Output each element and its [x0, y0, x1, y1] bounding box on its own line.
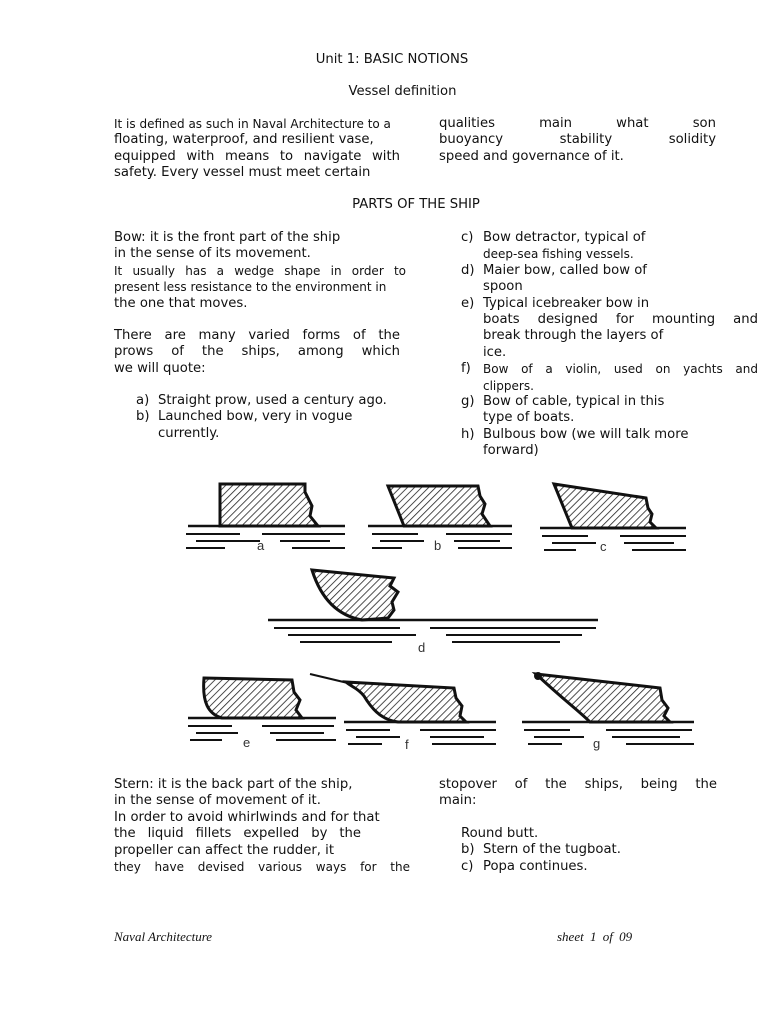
- list-text: Bow of a violin, used on yachts and: [483, 362, 758, 377]
- list-item: [461, 427, 758, 460]
- list-text: boats designed for mounting and: [483, 312, 758, 328]
- figure-label: g: [593, 736, 601, 751]
- bow-figure-a: [186, 484, 345, 553]
- forms-line: prows of the ships, among which: [114, 344, 400, 360]
- list-item: [461, 859, 721, 875]
- unit-title: Unit 1: BASIC NOTIONS: [315, 52, 469, 67]
- forms-intro: [114, 328, 400, 377]
- list-text-block: [483, 427, 688, 460]
- definition-line: buoyancy stability solidity: [439, 132, 716, 148]
- stern-line: propeller can affect the rudder, it: [114, 842, 334, 858]
- list-text-block: [483, 361, 758, 394]
- figure-label: b: [434, 538, 442, 553]
- list-text-block: [483, 296, 758, 362]
- list-item: [461, 296, 758, 362]
- definition-right-column: [439, 116, 716, 165]
- footer-page-number: sheet 1 of 09: [557, 929, 633, 944]
- stern-line: stopover of the ships, being the: [439, 777, 717, 792]
- list-text: currently.: [158, 425, 220, 441]
- list-text-block: [483, 394, 664, 427]
- stern-line: the liquid fillets expelled by the: [114, 826, 361, 842]
- figure-label: d: [418, 640, 426, 655]
- bow-figure-b: [368, 486, 512, 553]
- figure-label: e: [243, 735, 251, 750]
- stern-line: In order to avoid whirlwinds and for that: [114, 809, 380, 825]
- bow-line: It usually has a wedge shape in order to: [114, 263, 406, 278]
- list-text: forward): [483, 443, 539, 459]
- bow-line: the one that moves.: [114, 295, 248, 311]
- list-text: Straight prow, used a century ago.: [158, 393, 387, 408]
- list-text: Bow of cable, typical in this: [483, 394, 665, 410]
- definition-line: qualities main what son: [439, 116, 716, 131]
- list-label: a): [136, 393, 150, 408]
- forms-line: There are many varied forms of the: [114, 328, 400, 343]
- definition-left-column: [114, 116, 400, 182]
- figure-label: f: [405, 737, 409, 752]
- stern-right-column: [439, 777, 717, 810]
- bow-list-right: [461, 230, 758, 460]
- definition-line: floating, waterproof, and resilient vase,: [114, 132, 374, 148]
- list-label: f): [461, 361, 471, 377]
- stern-line: in the sense of movement of it.: [114, 793, 321, 809]
- list-text-block: [483, 263, 647, 296]
- bow-line: in the sense of its movement.: [114, 246, 311, 262]
- bow-definition: [114, 230, 406, 312]
- list-label: g): [461, 394, 475, 410]
- bow-list-left: [136, 393, 426, 442]
- list-text: Launched bow, very in vogue: [158, 409, 353, 425]
- list-label: e): [461, 295, 475, 311]
- bow-figure-g: [522, 672, 694, 751]
- bow-figure-c: [540, 484, 686, 554]
- list-item: [461, 263, 758, 296]
- definition-line: equipped with means to navigate with: [114, 148, 400, 164]
- list-item: [461, 842, 721, 858]
- list-text: Bulbous bow (we will talk more: [483, 426, 689, 442]
- list-text: Maier bow, called bow of: [483, 262, 647, 278]
- list-item: [461, 394, 758, 427]
- figure-label: a: [257, 538, 265, 553]
- list-label: c): [461, 230, 474, 245]
- list-label: b): [136, 409, 150, 425]
- bow-line: Bow: it is the front part of the ship: [114, 230, 341, 245]
- stern-line: Stern: it is the back part of the ship,: [114, 777, 353, 792]
- list-label: b): [461, 842, 475, 858]
- list-text: ice.: [483, 344, 507, 360]
- footer-title: Naval Architecture: [114, 929, 213, 944]
- list-label: d): [461, 262, 475, 278]
- list-item: [136, 409, 426, 442]
- stern-line: they have devised various ways for the: [114, 860, 410, 875]
- list-text: type of boats.: [483, 410, 575, 426]
- stern-list: [461, 826, 721, 875]
- list-text: spoon: [483, 279, 523, 295]
- bow-line: present less resistance to the environment in: [114, 280, 387, 295]
- definition-line: It is defined as such in Naval Architecture to a: [114, 117, 391, 131]
- list-item: [461, 230, 758, 263]
- definition-line: speed and governance of it.: [439, 148, 624, 164]
- bow-figure-e: [188, 678, 336, 750]
- list-item: [461, 361, 758, 394]
- bow-figure-f: [310, 674, 496, 752]
- list-text: Stern of the tugboat.: [483, 842, 621, 858]
- list-item: [136, 393, 426, 409]
- list-text-block: [158, 409, 352, 442]
- list-item: [461, 826, 721, 842]
- list-text: Bow detractor, typical of: [483, 230, 646, 245]
- figure-label: c: [600, 539, 607, 554]
- list-text: Popa continues.: [483, 858, 588, 874]
- forms-line: we will quote:: [114, 360, 206, 376]
- list-text: break through the layers of: [483, 328, 664, 344]
- definition-line: safety. Every vessel must meet certain: [114, 165, 371, 181]
- list-text-block: [483, 230, 645, 263]
- stern-line: main:: [439, 793, 477, 809]
- bow-figure-d: [268, 570, 598, 655]
- list-text: clippers.: [483, 378, 534, 393]
- list-label: h): [461, 426, 475, 442]
- list-label: c): [461, 858, 474, 874]
- bow-types-figure: [0, 470, 768, 760]
- parts-title: PARTS OF THE SHIP: [352, 197, 480, 212]
- section-title: Vessel definition: [348, 84, 457, 99]
- list-text: deep-sea fishing vessels.: [483, 247, 634, 262]
- list-text: Round butt.: [461, 826, 539, 841]
- list-text: Typical icebreaker bow in: [483, 295, 650, 311]
- stern-left-column: [114, 777, 410, 875]
